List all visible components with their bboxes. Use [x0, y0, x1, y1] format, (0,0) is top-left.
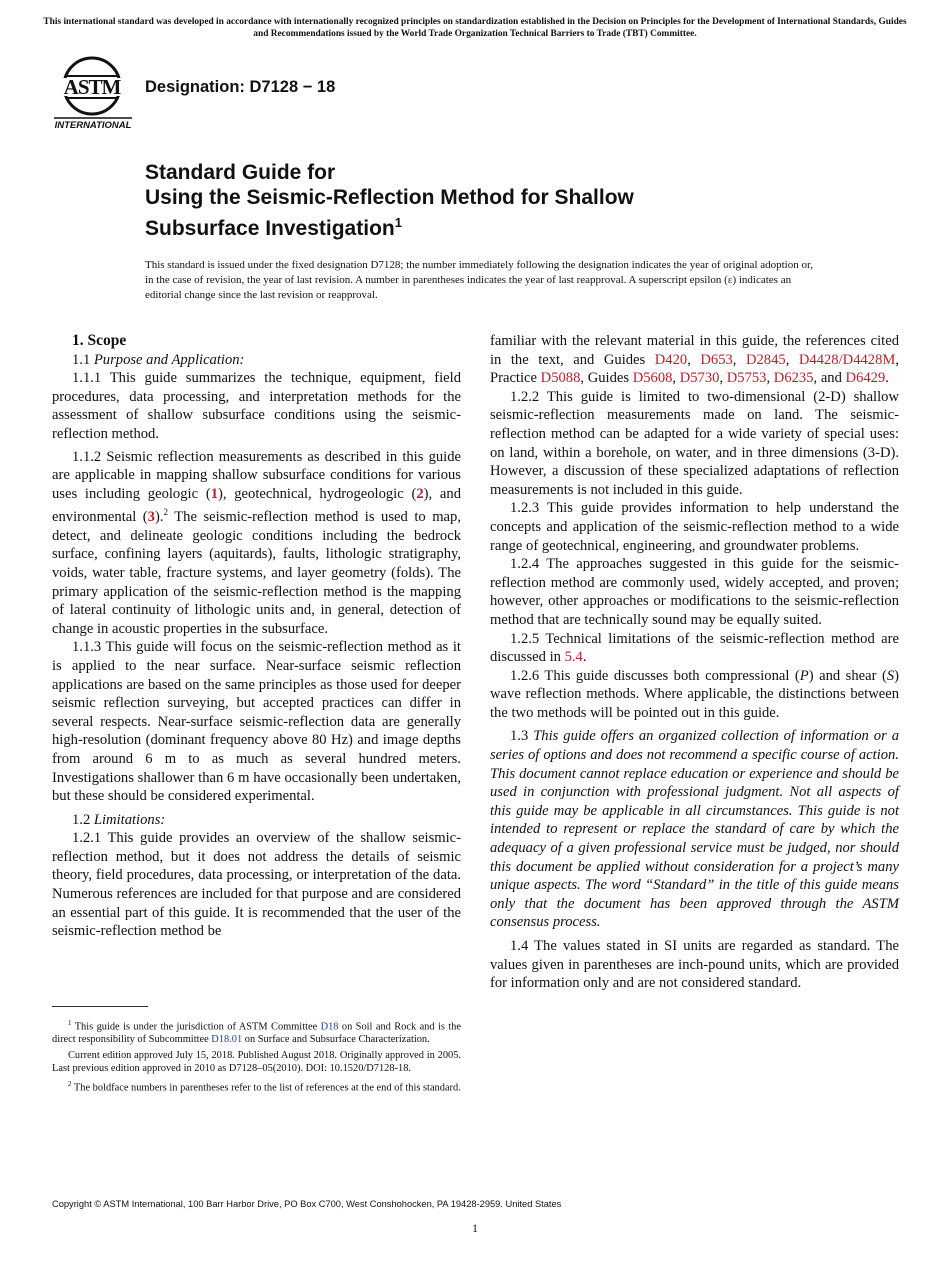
section-1-2-5: 1.2.5 Technical limitations of the seismic-reflection method are discussed in 5.4. — [490, 630, 899, 666]
title-line-3: Subsurface Investigation$^1$ — [145, 215, 402, 240]
guide-link[interactable]: D653 — [700, 351, 733, 368]
section-1-1-1: 1.1.1 This guide summarizes the technique, equipment, field procedures, data processing, and interpretation methods for the assessment of shallow subsurface conditions using the seismic-reflection method. — [52, 370, 461, 442]
astm-logo — [52, 56, 136, 134]
footnotes — [52, 1017, 461, 1098]
svg-text:INTERNATIONAL: INTERNATIONAL — [54, 120, 132, 131]
committee-link[interactable]: D18 — [320, 1021, 339, 1033]
development-notice: This international standard was developed in accordance with internationally recognized principles on standardization established in the Decision on Principles for the Development of International Standards, Guides and Recommendations issued by the World Trade Organization Technical Barriers to Trade (TBT) Committee. — [43, 17, 907, 39]
section-1-1: 1.1 Purpose and Application: — [72, 351, 245, 368]
edition-note: Current edition approved July 15, 2018. Published August 2018. Originally approved in 2005. Last previous edition approved in 2010 as D7128–05(2010). DOI: 10.1520/D7128-18. — [52, 1050, 461, 1075]
svg-text:ASTM: ASTM — [63, 75, 121, 99]
section-1-2-4: 1.2.4 The approaches suggested in this guide for the seismic-reflection method are commonly used, widely accepted, and proven; however, other approaches or modifications to the seismic-reflection method that are technically sound may be equally suited. — [490, 556, 899, 628]
footnote-2: $^2$ The boldface numbers in parentheses refer to the list of references at the end of this standard. — [68, 1080, 461, 1094]
issue-note: This standard is issued under the fixed designation D7128; the number immediately following the designation indicates the year of original adoption or, in the case of revision, the year of last revision. A number in parentheses indicates the year of last reapproval. A superscript epsilon (ε) indicates an editorial change since the last revision or reapproval. — [145, 259, 813, 301]
right-column — [490, 332, 899, 993]
section-1-1-3: 1.1.3 This guide will focus on the seismic-reflection method as it is applied to the near surface. Near-surface seismic reflection applications are based on the same principles as those used for deeper seismic reflection surveying, but accepted practices can differ in several respects. Near-surface seismic-reflection data are generally high-resolution (dominant frequency above 80 Hz) and image depths from around 6 m to as much as several hundred meters. Investigations shallower than 6 m have occasionally been undertaken, but these should be considered experimental. — [52, 639, 461, 805]
practice-link[interactable]: D5088 — [540, 370, 581, 387]
title-line-2: Using the Seismic-Reflection Method for Shallow — [145, 186, 634, 209]
footnote-divider — [52, 1006, 148, 1007]
section-1-2-2: 1.2.2 This guide is limited to two-dimensional (2-D) shallow seismic-reflection measurements made on land. The seismic-reflection method can be adapted for a wide variety of special uses: on land, within a borehole, on water, and in three dimensions (3-D). However, a discussion of these specialized adaptations of reflection measurements is not included in this guide. — [490, 388, 899, 498]
page-number: 1 — [472, 1221, 478, 1235]
guide-link[interactable]: D5608 — [632, 370, 673, 387]
reference-link-2[interactable]: 2 — [416, 485, 424, 502]
section-1-2-1: 1.2.1 This guide provides an overview of the shallow seismic-reflection method, but it does not address the details of seismic theory, field procedures, data processing, or interpretation of the data. Numerous references are included for that purpose and are considered an essential part of this guide. It is recommended that the user of the seismic-reflection method be — [52, 830, 461, 940]
document-title — [145, 160, 865, 241]
guide-link[interactable]: D6429 — [845, 370, 886, 387]
copyright: Copyright © ASTM International, 100 Barr Harbor Drive, PO Box C700, West Conshohocken, PA 19428-2959. United States — [52, 1199, 562, 1209]
section-1-1-2: 1.1.2 Seismic reflection measurements as described in this guide are applicable in mapping shallow subsurface conditions for various uses including geologic (1), geotechnical, hydrogeologic (2), and environmental (3).$^2$ The seismic-reflection method is used to map, detect, and delineate geologic conditions including the bedrock surface, confining layers (aquitards), faults, lithologic stratigraphy, voids, water table, fracture systems, and layer geometry (folds). The primary application of the seismic-reflection method is the mapping of lateral continuity of lithologic units and, in general, detection of change in acoustic properties in the subsurface. — [52, 448, 462, 637]
section-1-2-6: 1.2.6 This guide discusses both compressional (P) and shear (S) wave reflection methods. Where applicable, the distinctions between the two methods will be pointed out in this guide. — [490, 667, 900, 721]
guide-link[interactable]: D2845 — [745, 351, 786, 368]
title-footnote-mark: 1 — [394, 215, 402, 230]
section-heading-scope: 1. Scope — [72, 332, 127, 349]
section-1-2: 1.2 Limitations: — [72, 811, 166, 828]
designation: Designation: D7128 − 18 — [145, 78, 336, 96]
section-link-5-4[interactable]: 5.4 — [564, 649, 583, 666]
footnote-mark-2: 2 — [163, 507, 168, 518]
left-column — [52, 332, 461, 941]
guide-link[interactable]: D420 — [654, 351, 688, 368]
subcommittee-link[interactable]: D18.01 — [211, 1034, 243, 1046]
guide-link[interactable]: D6235 — [773, 370, 814, 387]
section-1-2-3: 1.2.3 This guide provides information to help understand the concepts and application of the seismic-reflection method to a wide range of geotechnical, engineering, and groundwater problems. — [490, 500, 899, 554]
section-1-2-1-continued: familiar with the relevant material in this guide, the references cited in the text, and Guides D420, D653, D2845, D4428/D4428M, Practice D5088, Guides D5608, D5730, D5753, D6235, and D6429. — [490, 333, 900, 387]
section-1-3: 1.3 This guide offers an organized collection of information or a series of options and does not recommend a specific course of action. This document cannot replace education or experience and should be used in conjunction with professional judgment. Not all aspects of this guide may be applicable in all circumstances. This guide is not intended to represent or replace the standard of care by which the adequacy of a given professional service must be judged, nor should this document be applied without consideration for a project’s many unique aspects. The word “Standard” in the title of this guide means only that the document has been approved through the ASTM consensus process. — [490, 728, 899, 931]
guide-link[interactable]: D5753 — [726, 370, 767, 387]
footnote-1: $^1$ This guide is under the jurisdiction of ASTM Committee D18 on Soil and Rock and is the direct responsibility of Subcommittee D18.01 on Surface and Subsurface Characterization. — [52, 1019, 461, 1046]
reference-link-1[interactable]: 1 — [210, 485, 218, 502]
guide-link[interactable]: D4428/D4428M — [798, 351, 896, 368]
title-line-1: Standard Guide for — [145, 161, 336, 184]
guide-link[interactable]: D5730 — [679, 370, 720, 387]
reference-link-3[interactable]: 3 — [147, 509, 155, 526]
section-1-4: 1.4 The values stated in SI units are regarded as standard. The values given in parentheses are inch-pound units, which are provided for information only and are not considered standard. — [490, 938, 899, 992]
